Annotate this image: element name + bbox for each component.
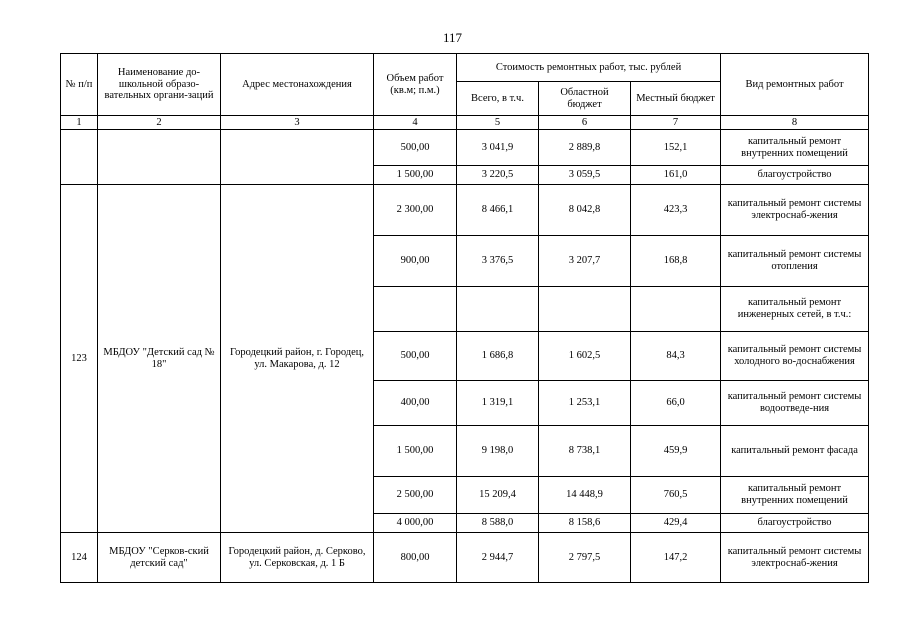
total-cell: 3 220,5 <box>457 166 539 185</box>
table-row <box>61 533 869 583</box>
regional-cell <box>539 287 631 332</box>
volume-cell: 1 500,00 <box>374 426 457 477</box>
total-cell: 1 686,8 <box>457 332 539 381</box>
regional-cell: 3 059,5 <box>539 166 631 185</box>
column-number: 5 <box>457 116 539 130</box>
local-cell: 147,2 <box>631 533 721 583</box>
regional-cell: 2 797,5 <box>539 533 631 583</box>
regional-cell: 14 448,9 <box>539 477 631 514</box>
header-local: Местный бюджет <box>631 82 721 116</box>
local-cell <box>631 287 721 332</box>
work-type-cell: капитальный ремонт системы водоотведе-ния <box>721 381 869 426</box>
num-cell: 124 <box>61 533 98 583</box>
total-cell: 3 041,9 <box>457 130 539 166</box>
local-cell: 161,0 <box>631 166 721 185</box>
num-cell: 123 <box>61 185 98 533</box>
local-cell: 459,9 <box>631 426 721 477</box>
header-address: Адрес местонахождения <box>221 54 374 116</box>
volume-cell: 4 000,00 <box>374 514 457 533</box>
header-total: Всего, в т.ч. <box>457 82 539 116</box>
num-cell <box>61 130 98 185</box>
total-cell: 8 588,0 <box>457 514 539 533</box>
volume-cell: 1 500,00 <box>374 166 457 185</box>
local-cell: 152,1 <box>631 130 721 166</box>
total-cell: 8 466,1 <box>457 185 539 236</box>
address-cell: Городецкий район, д. Серково, ул. Серковская, д. 1 Б <box>221 533 374 583</box>
volume-cell: 2 500,00 <box>374 477 457 514</box>
volume-cell: 500,00 <box>374 332 457 381</box>
volume-cell: 500,00 <box>374 130 457 166</box>
local-cell: 84,3 <box>631 332 721 381</box>
work-type-cell: капитальный ремонт системы отопления <box>721 236 869 287</box>
address-cell <box>221 130 374 185</box>
table-row <box>61 130 869 166</box>
repair-works-table <box>60 53 869 583</box>
column-number: 8 <box>721 116 869 130</box>
volume-cell: 800,00 <box>374 533 457 583</box>
address-cell: Городецкий район, г. Городец, ул. Макарова, д. 12 <box>221 185 374 533</box>
column-number: 6 <box>539 116 631 130</box>
total-cell: 2 944,7 <box>457 533 539 583</box>
local-cell: 760,5 <box>631 477 721 514</box>
regional-cell: 1 253,1 <box>539 381 631 426</box>
column-number: 4 <box>374 116 457 130</box>
work-type-cell: капитальный ремонт системы холодного во-доснабжения <box>721 332 869 381</box>
total-cell: 3 376,5 <box>457 236 539 287</box>
regional-cell: 8 738,1 <box>539 426 631 477</box>
header-regional: Областной бюджет <box>539 82 631 116</box>
header-name: Наименование до-школьной образо-вательных органи-заций <box>98 54 221 116</box>
volume-cell <box>374 287 457 332</box>
header-volume: Объем работ (кв.м; п.м.) <box>374 54 457 116</box>
header-type: Вид ремонтных работ <box>721 54 869 116</box>
total-cell: 15 209,4 <box>457 477 539 514</box>
regional-cell: 2 889,8 <box>539 130 631 166</box>
local-cell: 168,8 <box>631 236 721 287</box>
name-cell: МБДОУ "Серков-ский детский сад" <box>98 533 221 583</box>
column-number: 1 <box>61 116 98 130</box>
volume-cell: 400,00 <box>374 381 457 426</box>
work-type-cell: капитальный ремонт системы электроснаб-жения <box>721 185 869 236</box>
regional-cell: 3 207,7 <box>539 236 631 287</box>
work-type-cell: капитальный ремонт фасада <box>721 426 869 477</box>
column-numbers-row <box>61 116 869 130</box>
page-number: 117 <box>442 30 463 45</box>
table-row <box>61 185 869 236</box>
work-type-cell: благоустройство <box>721 166 869 185</box>
name-cell: МБДОУ "Детский сад № 18" <box>98 185 221 533</box>
name-cell <box>98 130 221 185</box>
header-row <box>61 54 869 82</box>
regional-cell: 8 158,6 <box>539 514 631 533</box>
total-cell: 9 198,0 <box>457 426 539 477</box>
volume-cell: 900,00 <box>374 236 457 287</box>
column-number: 3 <box>221 116 374 130</box>
total-cell <box>457 287 539 332</box>
work-type-cell: благоустройство <box>721 514 869 533</box>
column-number: 2 <box>98 116 221 130</box>
header-num: № п/п <box>61 54 98 116</box>
local-cell: 429,4 <box>631 514 721 533</box>
work-type-cell: капитальный ремонт инженерных сетей, в т.ч.: <box>721 287 869 332</box>
local-cell: 423,3 <box>631 185 721 236</box>
header-cost-group: Стоимость ремонтных работ, тыс. рублей <box>457 54 721 82</box>
work-type-cell: капитальный ремонт системы электроснаб-жения <box>721 533 869 583</box>
local-cell: 66,0 <box>631 381 721 426</box>
work-type-cell: капитальный ремонт внутренних помещений <box>721 130 869 166</box>
total-cell: 1 319,1 <box>457 381 539 426</box>
column-number: 7 <box>631 116 721 130</box>
volume-cell: 2 300,00 <box>374 185 457 236</box>
work-type-cell: капитальный ремонт внутренних помещений <box>721 477 869 514</box>
regional-cell: 8 042,8 <box>539 185 631 236</box>
regional-cell: 1 602,5 <box>539 332 631 381</box>
